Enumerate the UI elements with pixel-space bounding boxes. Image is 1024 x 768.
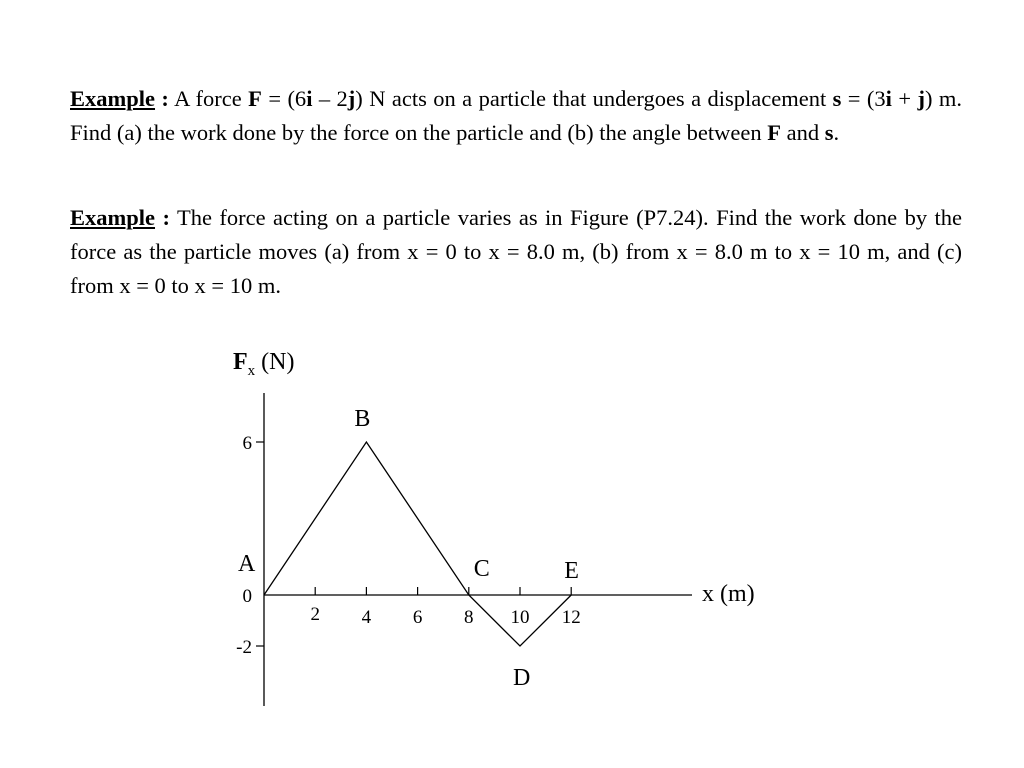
force-vector-symbol: F (767, 120, 781, 145)
y-tick-label: -2 (236, 637, 252, 658)
problem-1-colon: : (155, 86, 169, 111)
problem-1-label: Example (70, 86, 156, 111)
x-ticks (310, 587, 580, 628)
point-labels (238, 406, 579, 691)
problem-1-part: = (6 (261, 86, 307, 111)
y-tick-label: 0 (242, 586, 252, 607)
problem-1-part: – 2 (312, 86, 348, 111)
problem-1-part: and (781, 120, 825, 145)
x-tick-label: 10 (510, 607, 530, 628)
x-axis-label: x (m) (702, 581, 755, 607)
displacement-vector-symbol: s (832, 86, 842, 111)
point-label-e: E (564, 558, 579, 584)
x-tick-label: 12 (561, 607, 581, 628)
problem-1-part: . (833, 120, 840, 145)
y-tick-label: 6 (242, 433, 252, 454)
problem-2-label: Example (70, 205, 156, 230)
problem-1-part: + (891, 86, 918, 111)
problem-2-colon: : (155, 205, 170, 230)
y-axis-subscript: x (247, 363, 256, 379)
problem-1-part: ) m. Find (a) the work done by the force on the particle and (b) the angle between (70, 86, 962, 145)
problem-1-part: = (3 (841, 86, 886, 111)
force-vector-symbol: F (248, 86, 262, 111)
y-axis-label (233, 349, 295, 379)
unit-vector-i: i (306, 86, 313, 111)
displacement-vector-symbol: s (824, 120, 834, 145)
point-label-a: A (238, 551, 256, 577)
unit-vector-i: i (885, 86, 892, 111)
x-tick-label: 2 (310, 604, 320, 625)
x-tick-label: 8 (464, 607, 474, 628)
unit-vector-j: j (347, 86, 356, 111)
x-tick-label: 4 (361, 607, 372, 628)
problem-2-body: The force acting on a particle varies as in Figure (P7.24). Find the work done by the force as the particle moves (a) from x = 0 to x = 8.0 m, (b) from x = 8.0 m to x = 10 m, and (c) from x = 0 to x = 10 m. (70, 205, 962, 298)
point-label-c: C (473, 556, 490, 582)
y-axis-unit: (N) (255, 349, 295, 375)
y-ticks (236, 433, 264, 658)
unit-vector-j: j (917, 86, 925, 111)
problem-1-part: A force (168, 86, 249, 111)
x-tick-label: 6 (412, 607, 423, 628)
point-label-b: B (354, 406, 371, 432)
point-label-d: D (513, 665, 531, 691)
problem-1-part: ) N acts on a particle that undergoes a displacement (355, 86, 833, 111)
y-axis-symbol: F (233, 349, 248, 375)
